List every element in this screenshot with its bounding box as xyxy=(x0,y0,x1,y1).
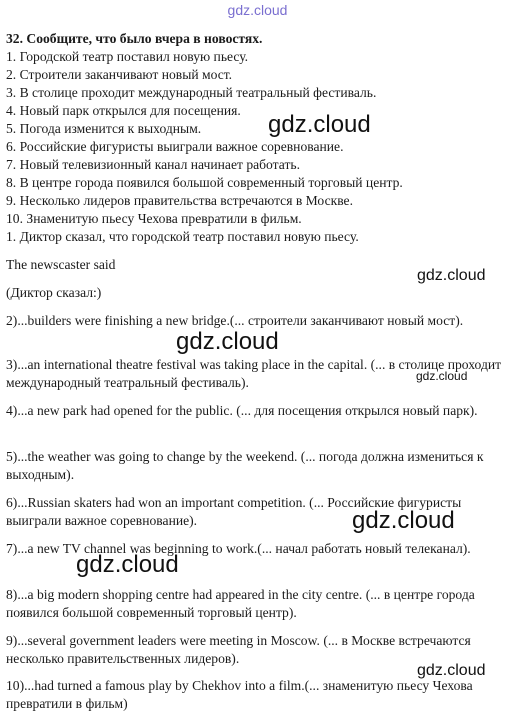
answer-item: 10)...had turned a famous play by Chekhov into a film.(... знаменитую пьесу Чехова превратили в фильм) xyxy=(6,678,473,711)
answer-intro-translation: (Диктор сказал:) xyxy=(6,285,102,300)
exercise-item: 10. Знаменитую пьесу Чехова превратили в фильм. xyxy=(6,211,302,226)
answer-item: 7)...a new TV channel was beginning to work.(... начал работать новый телеканал). xyxy=(6,541,471,556)
answer-item: 2)...builders were finishing a new bridge.(... строители заканчивают новый мост). xyxy=(6,313,464,328)
answer-item: 4)...a new park had opened for the public. (... для посещения открылся новый парк). xyxy=(6,403,478,418)
answer-item: 6)...Russian skaters had won an important competition. (... Российские фигуристы выиграли важное соревнование). xyxy=(6,495,462,528)
watermark: gdz.cloud xyxy=(416,369,468,383)
exercise-title: 32. Сообщите, что было вчера в новостях. xyxy=(6,31,263,46)
exercise-item: 4. Новый парк открылся для посещения. xyxy=(6,103,241,118)
exercise-item: 2. Строители заканчивают новый мост. xyxy=(6,67,233,82)
exercise-item: 5. Погода изменится к выходным. xyxy=(6,121,202,136)
exercise-example: 1. Диктор сказал, что городской театр поставил новую пьесу. xyxy=(6,229,359,244)
answer-item: 8)...a big modern shopping centre had appeared in the city centre. (... в центре города появился большой современный торговый центр). xyxy=(6,587,475,620)
exercise-item: 7. Новый телевизионный канал начинает работать. xyxy=(6,157,301,172)
header-watermark: gdz.cloud xyxy=(227,2,288,18)
watermark: gdz.cloud xyxy=(76,551,179,578)
exercise-item: 9. Несколько лидеров правительства встречаются в Москве. xyxy=(6,193,353,208)
watermark: gdz.cloud xyxy=(417,662,486,679)
exercise-item: 3. В столице проходит международный театральный фестиваль. xyxy=(6,85,377,100)
watermark: gdz.cloud xyxy=(176,328,279,355)
answer-item: 5)...the weather was going to change by the weekend. (... погода должна измениться к выходным). xyxy=(6,449,484,482)
answer-intro: The newscaster said xyxy=(6,257,116,272)
watermark: gdz.cloud xyxy=(417,267,486,284)
answer-item: 3)...an international theatre festival was taking place in the capital. (... в столице проходит международный театральный фестиваль). xyxy=(6,357,502,390)
exercise-item: 1. Городской театр поставил новую пьесу. xyxy=(6,49,249,64)
answer-item: 9)...several government leaders were meeting in Moscow. (... в Москве встречаются несколько правительственных лидеров). xyxy=(6,633,471,666)
exercise-item: 6. Российские фигуристы выиграли важное соревнование. xyxy=(6,139,344,154)
exercise-item: 8. В центре города появился большой современный торговый центр. xyxy=(6,175,403,190)
watermark: gdz.cloud xyxy=(352,507,455,534)
watermark: gdz.cloud xyxy=(268,111,371,138)
